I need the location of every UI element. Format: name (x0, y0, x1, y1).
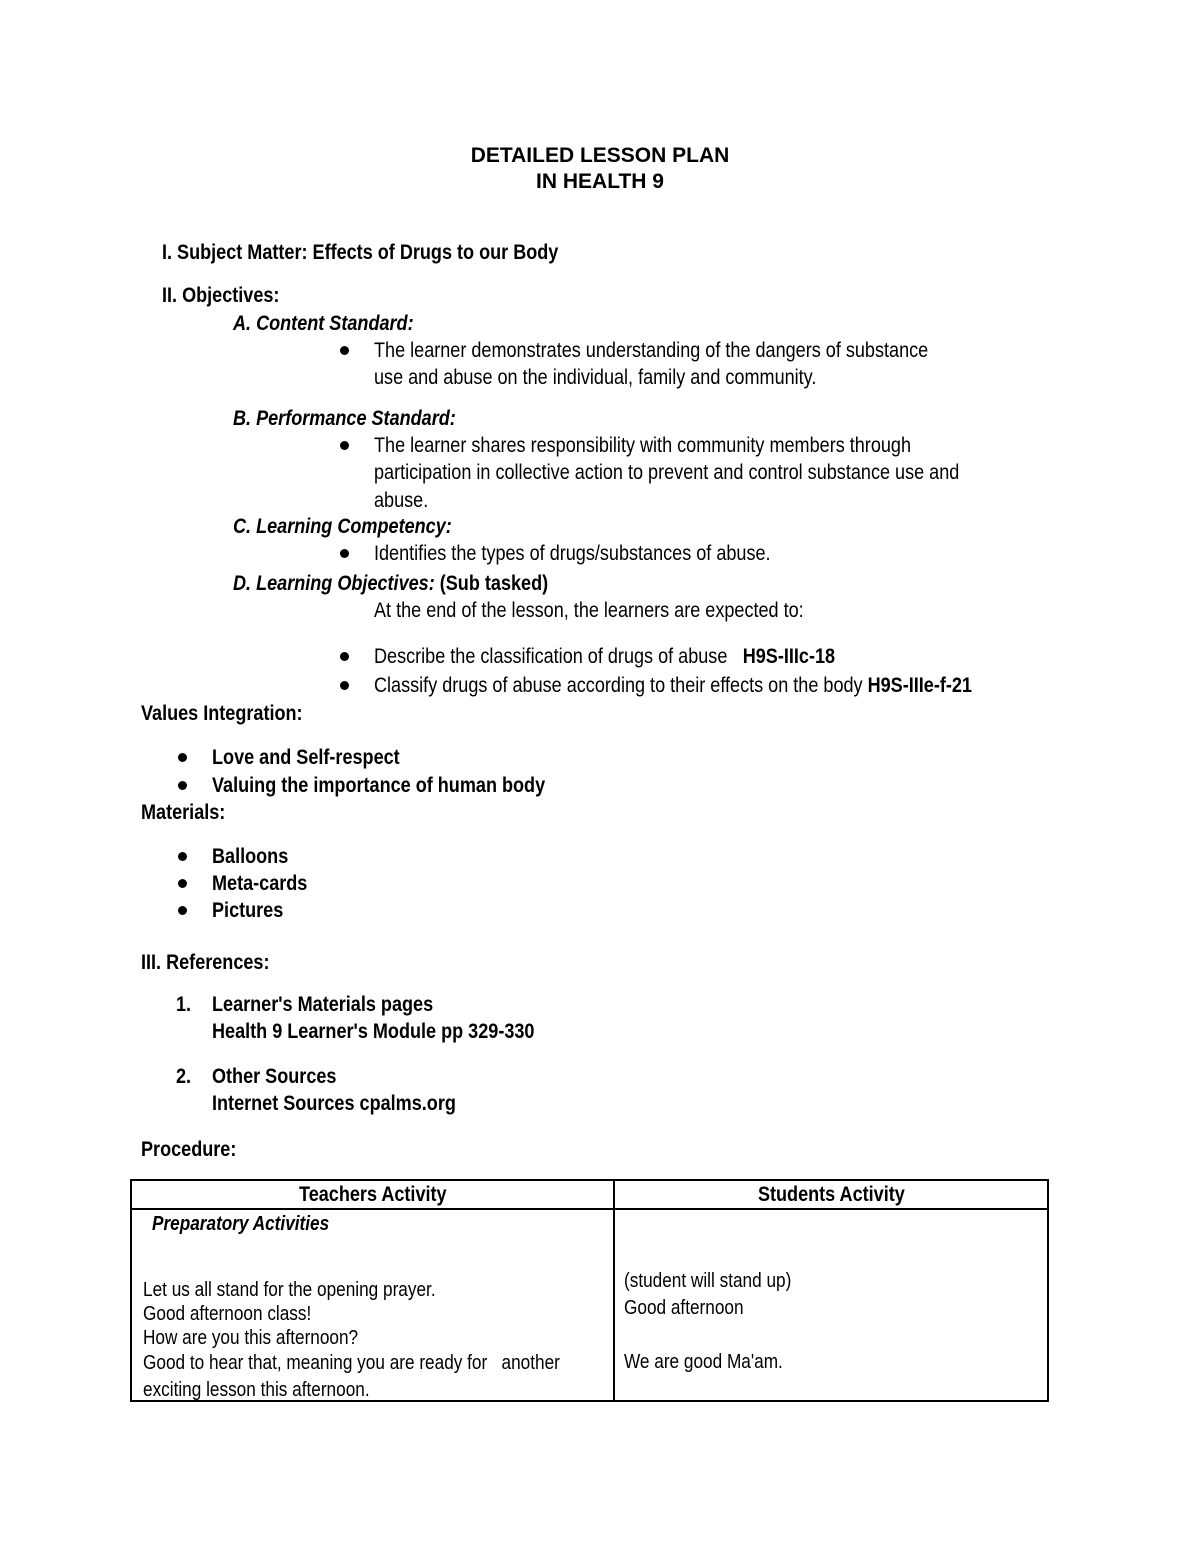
document-title-line2: IN HEALTH 9 (536, 170, 664, 193)
reference-line1: Learner's Materials pages (212, 993, 434, 1016)
bullet-icon (178, 879, 187, 888)
content-standard-line1: The learner demonstrates understanding of the dangers of substance (374, 339, 929, 362)
student-line: We are good Ma'am. (624, 1351, 783, 1373)
student-line: (student will stand up) (624, 1270, 792, 1292)
teacher-line: Good afternoon class! (143, 1303, 312, 1325)
teacher-line: How are you this afternoon? (143, 1327, 359, 1349)
references-heading: III. References: (141, 951, 270, 974)
teacher-line: Good to hear that, meaning you are ready for another (143, 1352, 560, 1374)
materials-item: Balloons (212, 845, 289, 868)
subject-matter: I. Subject Matter: Effects of Drugs to our Body (162, 241, 559, 264)
teacher-column-header (131, 1180, 614, 1209)
bullet-icon (178, 753, 187, 762)
learning-competency-label: C. Learning Competency: (233, 515, 452, 538)
teacher-column-label: Teachers Activity (298, 1182, 447, 1206)
performance-standard-label: B. Performance Standard: (233, 407, 456, 430)
bullet-icon (340, 346, 349, 355)
objective-text: Classify drugs of abuse according to their effects on the body (374, 674, 863, 697)
student-activity-cell (614, 1209, 1048, 1401)
table-header-row (131, 1180, 1048, 1209)
reference-number: 2. (176, 1065, 192, 1088)
bullet-icon (340, 652, 349, 661)
preparatory-activities-subheading: Preparatory Activities (152, 1213, 330, 1235)
learning-objectives-label-suffix: (Sub tasked) (439, 572, 549, 595)
teacher-line: exciting lesson this afternoon. (143, 1379, 370, 1401)
values-item: Valuing the importance of human body (212, 774, 546, 797)
procedure-table (130, 1179, 1049, 1402)
bullet-icon (178, 906, 187, 915)
procedure-heading: Procedure: (141, 1138, 237, 1161)
teacher-activity-cell (131, 1209, 614, 1401)
bullet-icon (340, 549, 349, 558)
values-integration-heading: Values Integration: (141, 702, 303, 725)
learning-objective-item (374, 675, 972, 696)
bullet-icon (178, 781, 187, 790)
content-standard-label: A. Content Standard: (233, 312, 414, 335)
learning-objectives-label (233, 573, 548, 594)
student-line: Good afternoon (624, 1297, 744, 1319)
materials-item: Pictures (212, 899, 284, 922)
bullet-icon (178, 852, 187, 861)
teacher-line: Let us all stand for the opening prayer. (143, 1279, 436, 1301)
reference-line1: Other Sources (212, 1065, 337, 1088)
objective-text: Describe the classification of drugs of abuse (374, 645, 728, 668)
reference-line2: Health 9 Learner's Module pp 329-330 (212, 1020, 535, 1043)
objectives-heading: II. Objectives: (162, 284, 280, 307)
values-item: Love and Self-respect (212, 746, 400, 769)
reference-number: 1. (176, 993, 192, 1016)
document-title-line1: DETAILED LESSON PLAN (470, 144, 730, 167)
content-standard-line2: use and abuse on the individual, family and community. (374, 366, 817, 389)
learning-objectives-intro: At the end of the lesson, the learners are expected to: (374, 599, 804, 622)
student-column-label: Students Activity (757, 1182, 905, 1206)
learning-competency-text: Identifies the types of drugs/substances of abuse. (374, 542, 771, 565)
bullet-icon (340, 441, 349, 450)
objective-code: H9S-IIIc-18 (742, 645, 836, 668)
learning-objective-item (374, 646, 835, 667)
performance-standard-line3: abuse. (374, 489, 429, 512)
reference-line2: Internet Sources cpalms.org (212, 1092, 456, 1115)
performance-standard-line1: The learner shares responsibility with community members through (374, 434, 912, 457)
objective-code: H9S-IIIe-f-21 (867, 674, 972, 697)
materials-heading: Materials: (141, 801, 226, 824)
student-column-header (614, 1180, 1048, 1209)
learning-objectives-label-text: D. Learning Objectives: (233, 572, 435, 595)
bullet-icon (340, 681, 349, 690)
table-row (131, 1209, 1048, 1401)
materials-item: Meta-cards (212, 872, 308, 895)
performance-standard-line2: participation in collective action to prevent and control substance use and (374, 461, 960, 484)
